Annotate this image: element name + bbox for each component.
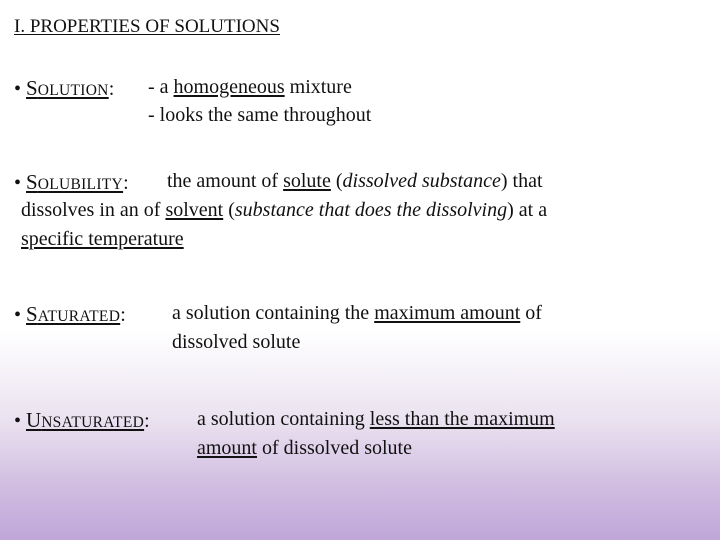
saturated-term <box>26 304 120 326</box>
bullet: • <box>14 410 22 432</box>
solubility-def-line-1 <box>167 170 543 193</box>
colon: : <box>123 172 129 194</box>
solution-term-rest: OLUTION <box>37 82 109 99</box>
underlined-term: homogeneous <box>173 76 285 98</box>
underlined-term: amount <box>197 437 257 459</box>
unsaturated-term-lead: U <box>26 408 42 432</box>
slide-title: I. PROPERTIES OF SOLUTIONS <box>14 16 280 37</box>
solution-def-line-2: - looks the same throughout <box>148 104 372 126</box>
bullet: • <box>14 78 22 100</box>
solution-term-lead: S <box>26 76 38 100</box>
text-segment: a solution containing the <box>172 302 375 324</box>
text-segment: mixture <box>284 76 352 98</box>
solubility-def-line-2 <box>21 199 547 222</box>
text-segment: ) at a <box>507 199 548 221</box>
underlined-term: maximum amount <box>374 302 521 324</box>
unsaturated-term-rest: NSATURATED <box>41 414 145 431</box>
solution-term <box>26 78 109 100</box>
bullet: • <box>14 304 22 326</box>
colon: : <box>144 410 150 432</box>
solubility-term <box>26 172 123 194</box>
bullet: • <box>14 172 22 194</box>
underlined-term: solvent <box>165 199 224 221</box>
underlined-term: solute <box>283 170 331 192</box>
colon: : <box>108 78 115 100</box>
text-segment: of <box>520 302 542 324</box>
solubility-heading <box>14 170 129 195</box>
italic-text: substance that does the dissolving <box>234 199 508 221</box>
solution-heading <box>14 76 114 101</box>
underlined-term: less than the maximum <box>369 408 555 430</box>
text-segment: of dissolved solute <box>257 437 412 459</box>
solubility-term-rest: OLUBILITY <box>37 176 124 193</box>
text-segment: the amount of <box>167 170 284 192</box>
colon: : <box>120 304 126 326</box>
saturated-term-rest: ATURATED <box>37 308 121 325</box>
saturated-def-line-2: dissolved solute <box>172 331 301 353</box>
text-segment: ) that <box>500 170 543 192</box>
text-segment: - a <box>148 76 174 98</box>
solution-def-line-1 <box>148 76 352 99</box>
unsaturated-heading <box>14 408 150 433</box>
solubility-term-lead: S <box>26 170 38 194</box>
text-segment: ( <box>330 170 343 192</box>
italic-text: dissolved substance <box>342 170 501 192</box>
unsaturated-term <box>26 410 144 432</box>
saturated-heading <box>14 302 126 327</box>
text-segment: ( <box>223 199 235 221</box>
unsaturated-def-line-2 <box>197 437 412 460</box>
text-segment: a solution containing <box>197 408 370 430</box>
text-segment: dissolves in an of <box>21 199 166 221</box>
saturated-def-line-1 <box>172 302 542 325</box>
unsaturated-def-line-1 <box>197 408 555 431</box>
saturated-term-lead: S <box>26 302 38 326</box>
solubility-def-line-3: specific temperature <box>21 228 184 250</box>
